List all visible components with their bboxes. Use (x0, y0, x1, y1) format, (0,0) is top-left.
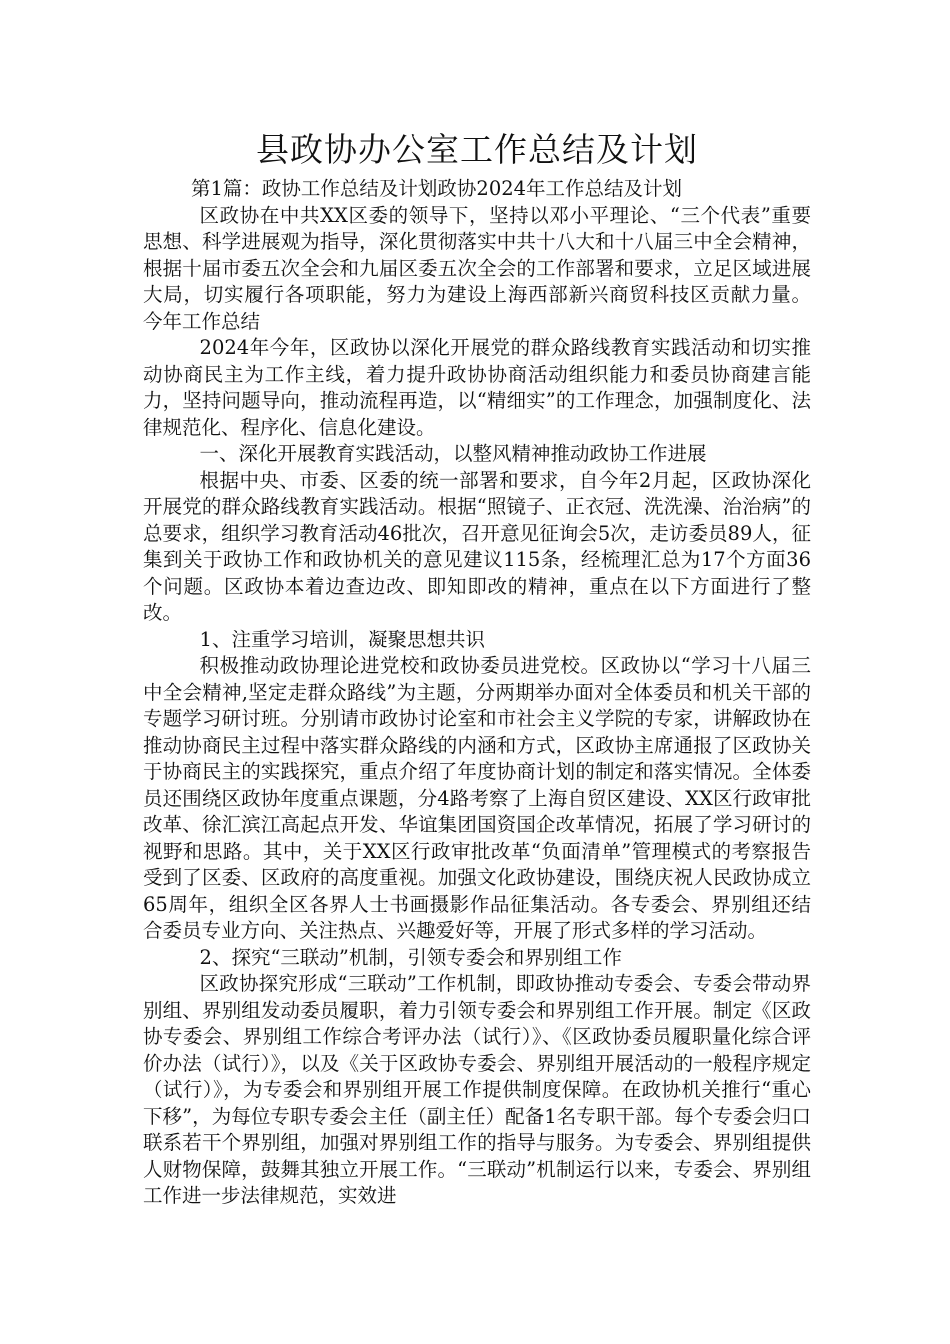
document-title: 县政协办公室工作总结及计划 (256, 130, 698, 169)
paragraph-summary: 2024年今年，区政协以深化开展党的群众路线教育实践活动和切实推动协商民主为工作主线，着力提升政协协商活动组织能力和委员协商建言能力，坚持问题导向，推动流程再造，以“精细实”的工作理念，加强制度化、法律规范化、程序化、信息化建设。 (143, 336, 811, 439)
paragraph-subsection-2: 区政协探究形成“三联动”工作机制，即政协推动专委会、专委会带动界别组、界别组发动委员履职，着力引领专委会和界别组工作开展。制定《区政协专委会、界别组工作综合考评办法（试行）》、《区政协委员履职量化综合评价办法（试行）》，以及《关于区政协专委会、界别组开展活动的一般程序规定（试行）》，为专委会和界别组开展工作提供制度保障。在政协机关推行“重心下移”，为每位专职专委会主任（副主任）配备1名专职干部。每个专委会归口联系若干个界别组，加强对界别组工作的指导与服务。为专委会、界别组提供人财物保障，鼓舞其独立开展工作。“三联动”机制运行以来，专委会、界别组工作进一步法律规范，实效进 (143, 972, 811, 1207)
subsection-heading-1: 1、注重学习培训，凝聚思想共识 (199, 627, 485, 651)
paragraph-intro: 区政协在中共XX区委的领导下，坚持以邓小平理论、“三个代表”重要思想、科学进展观为指导，深化贯彻落实中共十八大和十八届三中全会精神，根据十届市委五次全会和九届区委五次全会的工作部署和要求，立足区域进展大局，切实履行各项职能，努力为建设上海西部新兴商贸科技区贡献力量。 今年工作总结 (143, 203, 811, 333)
document-page (143, 128, 811, 1210)
document-subtitle: 第1篇：政协工作总结及计划政协2024年工作总结及计划 (191, 177, 683, 200)
paragraph-subsection-1: 积极推动政协理论进党校和政协委员进党校。区政协以“学习十八届三中全会精神,坚定走群众路线”为主题，分两期举办面对全体委员和机关干部的专题学习研讨班。分别请市政协讨论室和市社会主义学院的专家，讲解政协在推动协商民主过程中落实群众路线的内涵和方式，区政协主席通报了区政协关于协商民主的实践探究，重点介绍了年度协商计划的制定和落实情况。全体委员还围绕区政协年度重点课题，分4路考察了上海自贸区建设、XX区行政审批改革、徐汇滨江高起点开发、华谊集团国资国企改革情况，拓展了学习研讨的视野和思路。其中，关于XX区行政审批改革“负面清单”管理模式的考察报告受到了区委、区政府的高度重视。加强文化政协建设，围绕庆祝人民政协成立65周年，组织全区各界人士书画摄影作品征集活动。各专委会、界别组还结合委员专业方向、关注热点、兴趣爱好等，开展了形式多样的学习活动。 (143, 654, 811, 942)
paragraph-section-1: 根据中央、市委、区委的统一部署和要求，自今年2月起，区政协深化开展党的群众路线教育实践活动。根据“照镜子、正衣冠、洗洗澡、治治病”的总要求，组织学习教育活动46批次，召开意见征询会5次，走访委员89人，征集到关于政协工作和政协机关的意见建议115条，经梳理汇总为17个方面36个问题。区政协本着边查边改、即知即改的精神，重点在以下方面进行了整改。 (143, 468, 811, 624)
subsection-heading-2: 2、探究“三联动”机制，引领专委会和界别组工作 (199, 945, 622, 969)
section-heading-1: 一、深化开展教育实践活动，以整风精神推动政协工作进展 (199, 442, 707, 465)
